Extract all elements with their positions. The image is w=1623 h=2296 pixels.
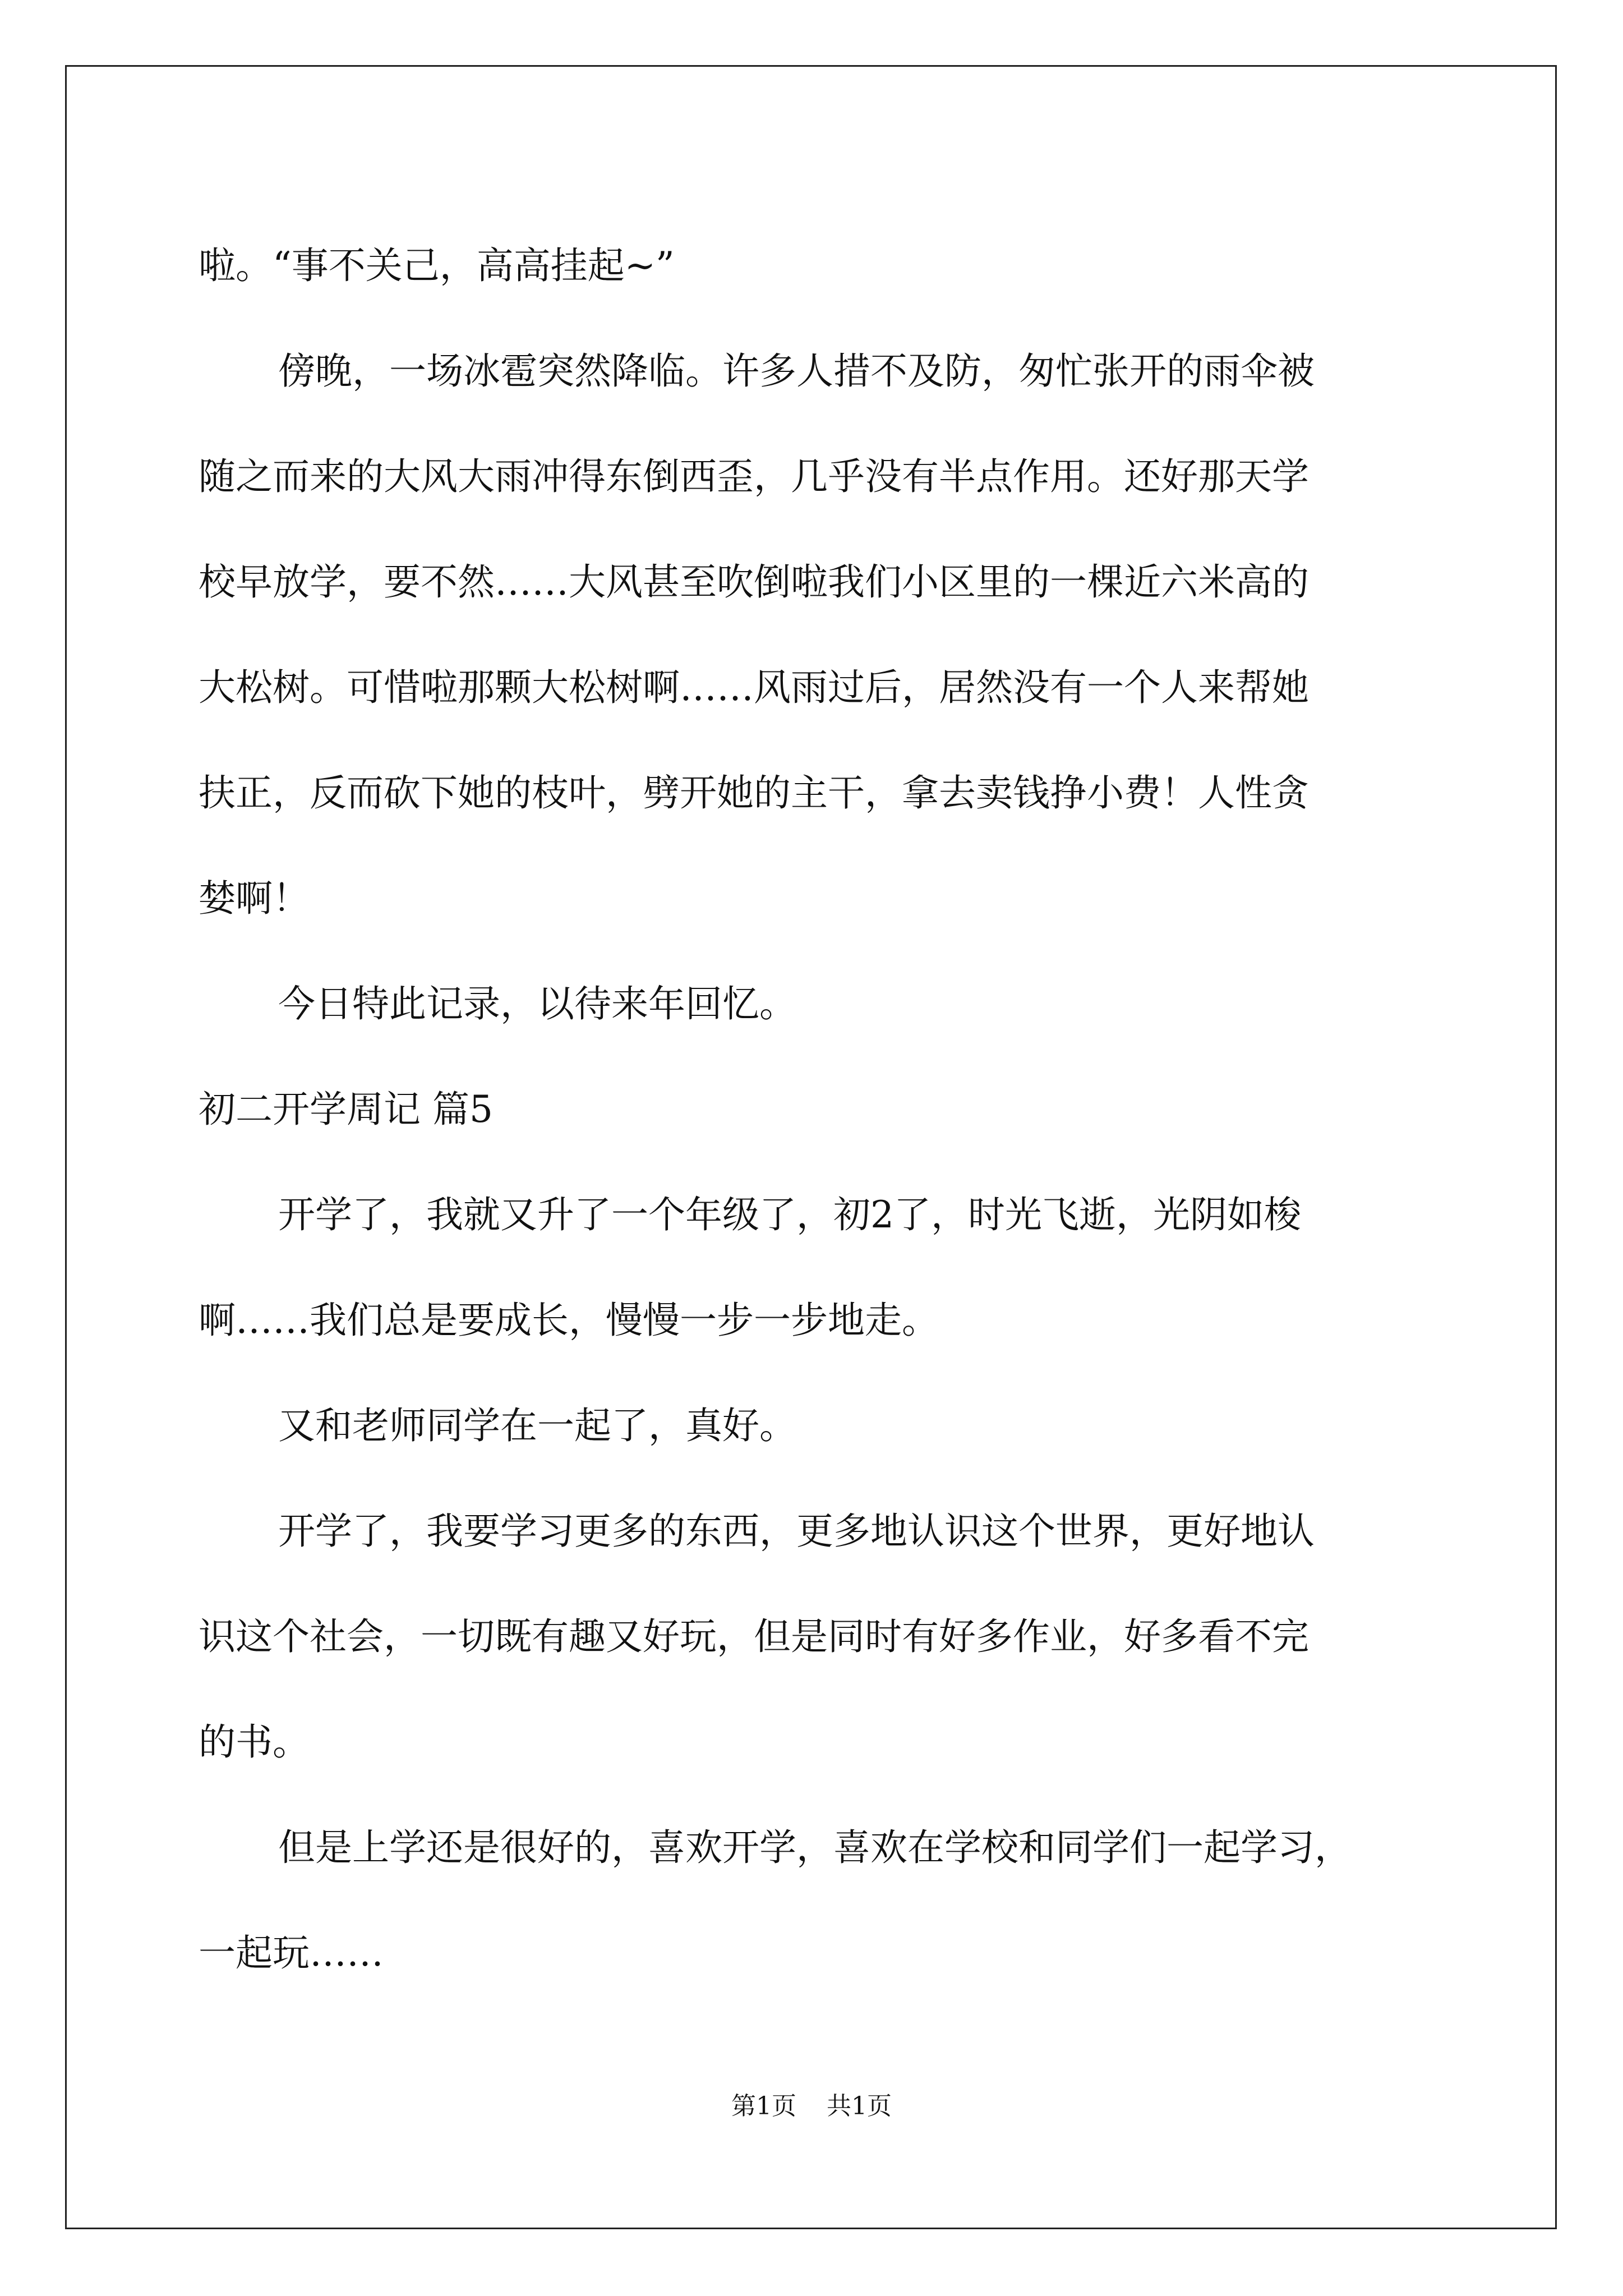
text-line: 开学了，我就又升了一个年级了，初2了，时光飞逝，光阴如梭 (278, 1193, 1301, 1236)
text-line: 但是上学还是很好的，喜欢开学，喜欢在学校和同学们一起学习， (278, 1826, 1352, 1869)
document-body (199, 213, 1432, 2006)
section-heading: 初二开学周记 篇5 (199, 1088, 493, 1131)
text-line: 今日特此记录，以待来年回忆。 (278, 982, 796, 1025)
page-footer (0, 2086, 1623, 2122)
text-line: 随之而来的大风大雨冲得东倒西歪，几乎没有半点作用。还好那天学 (199, 455, 1309, 498)
text-line: 校早放学，要不然……大风甚至吹倒啦我们小区里的一棵近六米高的 (199, 560, 1309, 604)
page-total: 共1页 (827, 2092, 892, 2120)
text-line: 傍晚，一场冰雹突然降临。许多人措不及防，匆忙张开的雨伞被 (278, 349, 1315, 393)
text-line: 识这个社会，一切既有趣又好玩，但是同时有好多作业，好多看不完 (199, 1615, 1309, 1658)
text-line: 一起玩…… (199, 1931, 384, 1975)
page-number: 第1页 (731, 2092, 796, 2120)
text-line: 又和老师同学在一起了，真好。 (278, 1404, 796, 1447)
text-line: 婪啊！ (199, 877, 310, 920)
text-line: 大松树。可惜啦那颗大松树啊……风雨过后，居然没有一个人来帮她 (199, 666, 1309, 709)
text-line: 开学了，我要学习更多的东西，更多地认识这个世界，更好地认 (278, 1510, 1315, 1553)
text-line: 啦。“事不关己，高高挂起~” (199, 244, 675, 287)
text-line: 啊……我们总是要成长，慢慢一步一步地走。 (199, 1299, 939, 1342)
text-line: 扶正，反而砍下她的枝叶，劈开她的主干，拿去卖钱挣小费！人性贪 (199, 771, 1309, 815)
text-line: 的书。 (199, 1720, 310, 1764)
